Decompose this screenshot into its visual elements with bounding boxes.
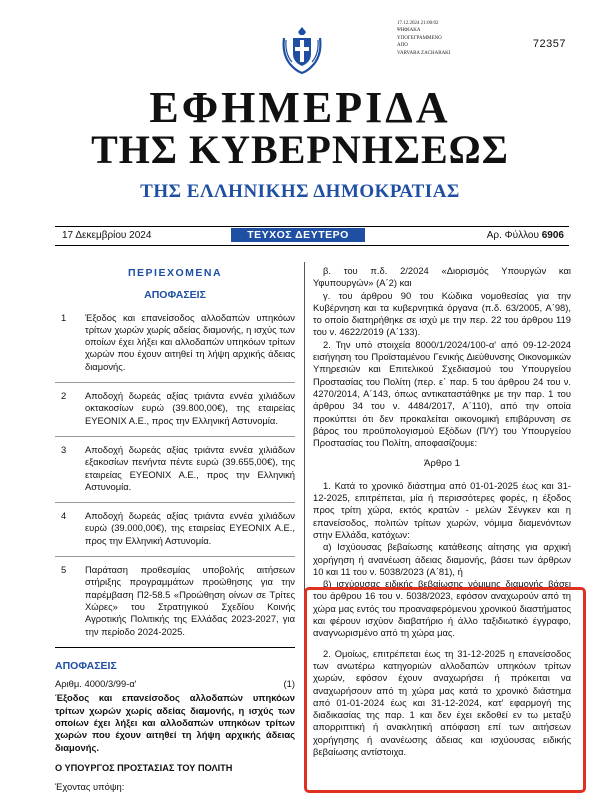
- sheet-label: Αρ. Φύλλου: [486, 230, 539, 241]
- signature-line: ΨΗΦΙΑΚΑ: [397, 28, 421, 34]
- document-code: 72357: [532, 38, 566, 50]
- masthead-republic: ΤΗΣ ΕΛΛΗΝΙΚΗΣ ΔΗΜΟΚΡΑΤΙΑΣ: [140, 181, 460, 202]
- toc-separator: [55, 382, 295, 383]
- divider: [55, 226, 569, 227]
- digital-signature-stamp: [397, 20, 450, 57]
- having-regard-text: Έχοντας υπόψη:: [55, 781, 125, 793]
- toc-separator: [55, 556, 295, 557]
- paragraph: β. του π.δ. 2/2024 «Διορισμός Υπουργών και Υφυπουργών» (Α΄2) και: [313, 265, 571, 289]
- toc-number: 4: [61, 510, 67, 522]
- decision-ref-number: Αριθμ. 4000/3/99-α': [55, 678, 137, 690]
- sheet-value: 6906: [541, 230, 564, 241]
- left-column: [55, 265, 295, 794]
- toc-item[interactable]: [55, 312, 295, 373]
- paragraph: γ. του άρθρου 90 του Κώδικα νομοθεσίας για την Κυβέρνηση και τα κυβερνητικά όργανα (π.δ. 63/2005, Α΄98), το οποίο διατηρήθηκε σε ισχύ με την περ. 22 του άρθρου 119 του ν. 4622/2019 (Α΄133).: [313, 289, 571, 338]
- paragraph: 2. Την υπό στοιχεία 8000/1/2024/100-α' από 09-12-2024 εισήγηση του Προϊσταμένου Γενικής Διεύθυνσης Οικονομικών Υπηρεσιών και Επιτελικού Σχεδιασμού του Υπουργείου Προστασίας του Πολίτη (περ. ε΄ παρ. 5 του άρθρου 24 του ν. 4270/2014, Α΄143, όπως αντικαταστάθηκε με την παρ. 1 του άρθρου 34 του ν. 4484/2017, Α΄110), από την οποία προκύπτει ότι δεν προκαλείται οικονομική επιβάρυνση σε βάρος του προϋπολογισμού Εξόδων (Π/Υ) του Υπουργείου Προστασίας του Πολίτη, αποφασίζουμε:: [313, 338, 571, 449]
- decision-title: Έξοδος και επανείσοδος αλλοδαπών υπηκόων τρίτων χωρών χωρίς αδείας διαμονής, η ισχύς των οποίων έχει λήξει και αλλοδαπών υπηκόων τρίτων χωρών που έχουν αιτηθεί τη λήψη αρχικής άδειας διαμονής.: [55, 692, 295, 753]
- highlight-box: [304, 587, 586, 793]
- paragraph: α) Ισχύουσας βεβαίωσης κατάθεσης αίτησης για αρχική χορήγηση ή ανανέωση άδειας διαμονής, βάσει των άρθρων 10 και 11 του ν. 5038/2023 (Α΄81), ή: [313, 541, 571, 577]
- toc-text: Αποδοχή δωρεάς αξίας τριάντα εννέα χιλιάδων εξακοσίων πενήντα πέντε ευρώ (39.655,00€), της εταιρείας ΕΥΕΟΝΙΧ Α.Ε., προς την Ελληνική Αστυνομία.: [85, 443, 295, 492]
- signature-line: 17.12.2024 21:00:02: [397, 21, 439, 26]
- paragraph: β) ισχύουσας ειδικής βεβαίωσης νόμιμης διαμονής βάσει του άρθρου 16 του ν. 5038/2023, εφόσον αναχωρούν από τη χώρα μας εντός του προαναφερόμενου χρονικού διαστήματος και φέρουν ισχύον διαβατήριο ή άλλο ταξιδιωτικό έγγραφο, αναγνωρισμένο από τη χώρα μας.: [313, 578, 571, 639]
- toc-number: 1: [61, 311, 67, 323]
- toc-text: Αποδοχή δωρεάς αξίας τριάντα εννέα χιλιάδων οκτακοσίων ευρώ (39.800,00€), της εταιρείας ΕΥΕΟΝΙΧ Α.Ε., προς την Ελληνική Αστυνομία.: [85, 390, 295, 426]
- toc-item[interactable]: [55, 390, 295, 427]
- toc-separator: [55, 647, 295, 648]
- masthead-title: ΕΦΗΜΕΡΙΔΑ: [149, 83, 451, 132]
- toc-number: 2: [61, 390, 67, 402]
- toc-separator: [55, 502, 295, 503]
- issue-label: ΤΕΥΧΟΣ ΔΕΥΤΕΡΟ: [231, 228, 365, 242]
- signature-line: ΑΠΟ: [397, 43, 408, 49]
- toc-text: Παράταση προθεσμίας υποβολής αιτήσεων στήριξης προγραμμάτων προώθησης για την παρέμβαση Π2-58.5 «Προώθηση οίνων σε Τρίτες Χώρες» του Στρατηγικού Σχεδίου Κοινής Αγροτικής Πολιτικής της Ελλάδας 2023-2027, για την περίοδο 2024-2025.: [85, 564, 295, 637]
- contents-heading: ΠΕΡΙΕΧΟΜΕΝΑ: [127, 267, 223, 279]
- toc-text: Αποδοχή δωρεάς αξίας τριάντα εννέα χιλιάδων ευρώ (39.000,00€), της εταιρείας ΕΥΕΟΝΙΧ Α.Ε., προς την Ελληνική Αστυνομία.: [85, 510, 295, 546]
- decision-reference: [55, 678, 295, 690]
- article-heading: Άρθρο 1: [424, 458, 460, 470]
- toc-item[interactable]: [55, 564, 295, 638]
- toc-number: 3: [61, 443, 67, 455]
- toc-item[interactable]: [55, 510, 295, 547]
- toc-number: 5: [61, 564, 67, 576]
- masthead-subtitle: ΤΗΣ ΚΥΒΕΡΝΗΣΕΩΣ: [91, 127, 509, 172]
- highlighted-paragraph: 2. Ομοίως, επιτρέπεται έως τη 31-12-2025 η επανείσοδος των ανωτέρω κατηγοριών αλλοδαπών υπηκόων τρίτων χωρών, εφόσον έχουν αναχωρήσει ή πρόκειται να αναχωρήσουν από τη χώρα μας κατά το χρονικό διάστημα από 01-01-2024 έως και 31-12-2024, κατ' εφαρμογή της διαδικασίας της παρ. 1 και δεν έχει εκδοθεί εν τω μεταξύ απορριπτική ή ανακλητική απόφαση επί των αιτήσεων χορήγησης ή ανανέωσης άδειας και ισχύουσας ειδικής βεβαίωσης αντίστοιχα.: [313, 647, 571, 757]
- greek-coat-of-arms-icon: [280, 24, 324, 76]
- signature-line: VARVARA ZACHARAKI: [397, 50, 451, 56]
- divider: [55, 245, 569, 246]
- contents-section-heading: ΑΠΟΦΑΣΕΙΣ: [144, 289, 206, 302]
- minister-heading: Ο ΥΠΟΥΡΓΟΣ ΠΡΟΣΤΑΣΙΑΣ ΤΟΥ ΠΟΛΙΤΗ: [55, 762, 233, 773]
- decisions-heading: ΑΠΟΦΑΣΕΙΣ: [55, 659, 117, 672]
- paragraph: 1. Κατά το χρονικό διάστημα από 01-01-2025 έως και 31-12-2025, επιτρέπεται, μία ή περισσότερες φορές, η έξοδος προς τρίτη χώρα, εκτός κρατών - μελών Σένγκεν και η επανείσοδος, πολιτών τρίτων χωρών, νόμιμα διαμενόντων στην Ελλάδα, κατόχων:: [313, 479, 571, 540]
- toc-text: Έξοδος και επανείσοδος αλλοδαπών υπηκόων τρίτων χωρών χωρίς αδείας διαμονής, η ισχύς των οποίων έχει λήξει και αλλοδαπών υπηκόων τρίτων χωρών που έχουν αιτηθεί τη λήψη αρχικής άδειας διαμονής.: [85, 311, 295, 372]
- signature-line: ΥΠΟΓΕΓΡΑΜΜΕΝΟ: [397, 35, 442, 41]
- decision-index: (1): [283, 678, 295, 690]
- toc-separator: [55, 436, 295, 437]
- issue-date: 17 Δεκεμβρίου 2024: [62, 230, 152, 241]
- toc-item[interactable]: [55, 444, 295, 493]
- sheet-number: [487, 230, 564, 241]
